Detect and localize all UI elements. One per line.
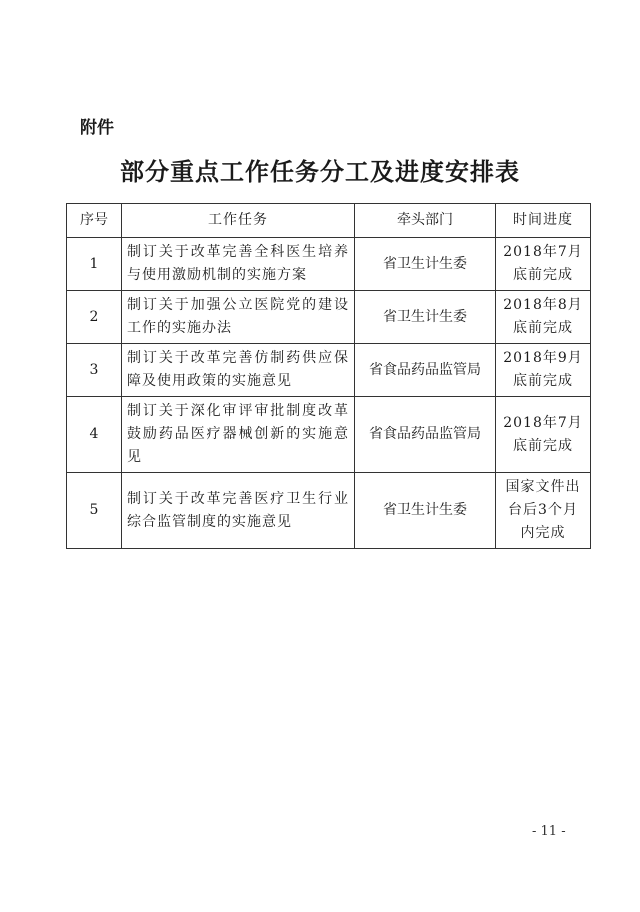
row-time: 2018年7月底前完成 — [496, 238, 591, 291]
row-no: 5 — [67, 473, 122, 549]
row-task: 制订关于改革完善仿制药供应保障及使用政策的实施意见 — [122, 344, 355, 397]
row-task: 制订关于加强公立医院党的建设工作的实施办法 — [122, 291, 355, 344]
row-dept: 省卫生计生委 — [355, 238, 496, 291]
header-time: 时间进度 — [496, 204, 591, 238]
row-dept: 省卫生计生委 — [355, 291, 496, 344]
row-time: 国家文件出台后3个月内完成 — [496, 473, 591, 549]
row-time: 2018年7月底前完成 — [496, 397, 591, 473]
row-task: 制订关于改革完善医疗卫生行业综合监管制度的实施意见 — [122, 473, 355, 549]
header-no: 序号 — [67, 204, 122, 238]
task-table — [66, 203, 591, 549]
row-task: 制订关于深化审评审批制度改革鼓励药品医疗器械创新的实施意见 — [122, 397, 355, 473]
attachment-label: 附件 — [80, 118, 114, 138]
document-title: 部分重点工作任务分工及进度安排表 — [120, 157, 520, 186]
header-task: 工作任务 — [122, 204, 355, 238]
page-number: - 11 - — [532, 824, 566, 839]
header-dept: 牵头部门 — [355, 204, 496, 238]
row-no: 2 — [67, 291, 122, 344]
row-no: 3 — [67, 344, 122, 397]
table-row — [67, 344, 591, 397]
row-dept: 省食品药品监管局 — [355, 344, 496, 397]
row-time: 2018年9月底前完成 — [496, 344, 591, 397]
row-time: 2018年8月底前完成 — [496, 291, 591, 344]
row-no: 1 — [67, 238, 122, 291]
row-no: 4 — [67, 397, 122, 473]
table-row — [67, 397, 591, 473]
table-row — [67, 291, 591, 344]
row-task: 制订关于改革完善全科医生培养与使用激励机制的实施方案 — [122, 238, 355, 291]
row-dept: 省卫生计生委 — [355, 473, 496, 549]
table-row — [67, 238, 591, 291]
table-row — [67, 473, 591, 549]
row-dept: 省食品药品监管局 — [355, 397, 496, 473]
table-header-row — [67, 204, 591, 238]
